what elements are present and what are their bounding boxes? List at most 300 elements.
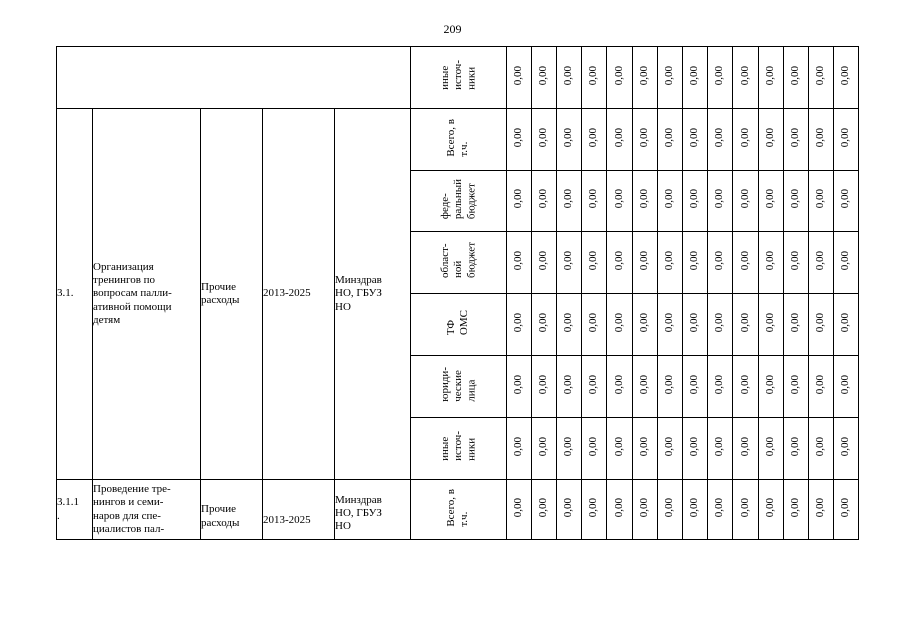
value-text: 0,00 (612, 127, 625, 148)
value-cell (507, 109, 532, 171)
value-cell (582, 109, 607, 171)
value-text: 0,00 (512, 65, 525, 86)
value-text: 0,00 (562, 65, 575, 86)
funding-source-line: лица (465, 379, 478, 402)
value-cell (633, 47, 658, 109)
value-text: 0,00 (512, 436, 525, 457)
value-cell (532, 232, 557, 294)
value-text: 0,00 (738, 65, 751, 86)
value-text: 0,00 (562, 436, 575, 457)
value-cell (507, 480, 532, 540)
value-cell (607, 294, 633, 356)
value-text: 0,00 (512, 497, 525, 518)
value-text: 0,00 (738, 374, 751, 395)
executor-line: НО (335, 300, 351, 313)
funding-source-line: ческие (451, 370, 464, 402)
value-cell (607, 356, 633, 418)
funding-source (411, 109, 507, 171)
value-cell (683, 171, 708, 232)
funding-source-line: бюджет (465, 182, 478, 219)
item-name-line: ативной помощи (93, 300, 172, 313)
value-cell (683, 294, 708, 356)
value-cell (784, 171, 809, 232)
value-cell (582, 47, 607, 109)
value-text: 0,00 (789, 189, 802, 209)
value-text: 0,00 (663, 436, 676, 457)
value-text: 0,00 (688, 436, 701, 457)
value-cell (733, 109, 759, 171)
value-text: 0,00 (738, 189, 751, 209)
value-cell (759, 356, 784, 418)
value-cell (683, 418, 708, 480)
value-text: 0,00 (587, 127, 600, 148)
value-cell (532, 109, 557, 171)
value-cell (809, 294, 834, 356)
value-cell (532, 171, 557, 232)
funding-source-line: Всего, в (445, 118, 458, 157)
value-text: 0,00 (738, 497, 751, 518)
value-cell (507, 47, 532, 109)
value-text: 0,00 (537, 436, 550, 457)
value-text: 0,00 (663, 250, 676, 271)
value-cell (507, 232, 532, 294)
funding-source-line: ники (465, 67, 478, 91)
value-cell (809, 47, 834, 109)
value-text: 0,00 (738, 436, 751, 457)
value-cell (633, 171, 658, 232)
period: 2013-2025 (263, 480, 335, 540)
value-cell (759, 232, 784, 294)
value-text: 0,00 (587, 497, 600, 518)
value-text: 0,00 (738, 250, 751, 271)
value-cell (708, 171, 733, 232)
value-text: 0,00 (587, 250, 600, 271)
funding-source-label (445, 489, 471, 527)
executor-line: НО, ГБУЗ (335, 287, 382, 300)
value-cell (683, 480, 708, 540)
executor-line: НО (335, 520, 351, 533)
item-name-lines (93, 483, 200, 536)
value-cell (759, 294, 784, 356)
value-cell (607, 47, 633, 109)
value-cell (633, 294, 658, 356)
value-cell (658, 294, 683, 356)
value-text: 0,00 (562, 189, 575, 209)
value-text: 0,00 (512, 374, 525, 395)
value-cell (557, 109, 582, 171)
item-name-line: наров для спе- (93, 509, 161, 522)
item-code: 3.1. (57, 109, 93, 480)
value-text: 0,00 (512, 189, 525, 209)
value-cell (658, 480, 683, 540)
executor (335, 480, 411, 540)
value-text: 0,00 (764, 497, 777, 518)
funding-source-label (439, 179, 479, 219)
funding-source-line: т.ч. (458, 511, 471, 527)
executor (335, 109, 411, 480)
funding-source-line: т.ч. (458, 141, 471, 157)
expense-type-line: Прочие (201, 280, 236, 293)
value-text: 0,00 (512, 250, 525, 271)
item-name-line: циалистов пал- (93, 522, 165, 535)
value-cell (784, 294, 809, 356)
funding-source-line: Всего, в (445, 488, 458, 527)
value-cell (733, 356, 759, 418)
funding-source-line: иные (438, 437, 451, 462)
funding-source (411, 171, 507, 232)
value-text: 0,00 (713, 250, 726, 271)
executor-line: Минздрав (335, 274, 382, 287)
value-text: 0,00 (814, 374, 827, 395)
value-text: 0,00 (764, 65, 777, 86)
value-text: 0,00 (612, 65, 625, 86)
funding-source-label (445, 310, 471, 335)
value-text: 0,00 (638, 250, 651, 271)
value-cell (507, 171, 532, 232)
funding-source (411, 356, 507, 418)
item-name-lines (93, 261, 200, 327)
funding-source-line: ОМС (458, 309, 471, 335)
value-cell (733, 232, 759, 294)
value-cell (708, 480, 733, 540)
value-text: 0,00 (562, 127, 575, 148)
value-cell (532, 294, 557, 356)
value-cell (607, 171, 633, 232)
value-cell (582, 356, 607, 418)
value-text: 0,00 (562, 374, 575, 395)
value-cell (532, 356, 557, 418)
item-name-line: Проведение тре- (93, 483, 171, 496)
value-cell (582, 480, 607, 540)
item-code: 3.1.1 . (57, 480, 93, 540)
item-name-line: тренингов по (93, 274, 156, 287)
value-cell (683, 47, 708, 109)
value-cell (557, 294, 582, 356)
expense-type-line: расходы (201, 516, 240, 529)
value-cell (557, 480, 582, 540)
value-text: 0,00 (537, 374, 550, 395)
value-cell (834, 294, 859, 356)
value-text: 0,00 (764, 374, 777, 395)
funding-source-label (445, 119, 471, 157)
value-text: 0,00 (688, 374, 701, 395)
value-cell (733, 480, 759, 540)
value-cell (708, 47, 733, 109)
expense-type-lines (201, 503, 262, 529)
item-name-line: Организация (93, 261, 154, 274)
value-text: 0,00 (562, 250, 575, 271)
value-cell (784, 418, 809, 480)
value-cell (809, 109, 834, 171)
value-cell (834, 109, 859, 171)
value-cell (557, 47, 582, 109)
value-text: 0,00 (789, 374, 802, 395)
funding-source-line: юриди- (438, 367, 451, 402)
value-cell (607, 418, 633, 480)
value-cell (633, 480, 658, 540)
funding-source-label (439, 431, 479, 461)
value-text: 0,00 (512, 312, 525, 333)
value-text: 0,00 (713, 374, 726, 395)
value-cell (834, 480, 859, 540)
expense-type (201, 480, 263, 540)
value-text: 0,00 (638, 312, 651, 333)
value-cell (658, 109, 683, 171)
value-text: 0,00 (789, 250, 802, 271)
funding-source (411, 480, 507, 540)
value-text: 0,00 (688, 312, 701, 333)
funding-source-line: источ- (451, 431, 464, 462)
funding-source-line: бюджет (465, 242, 478, 279)
value-text: 0,00 (764, 250, 777, 271)
value-text: 0,00 (839, 374, 852, 395)
value-cell (633, 109, 658, 171)
item-name-line: вопросам палли- (93, 287, 172, 300)
value-cell (507, 356, 532, 418)
value-cell (658, 418, 683, 480)
value-cell (708, 356, 733, 418)
value-text: 0,00 (688, 127, 701, 148)
value-cell (582, 232, 607, 294)
value-cell (834, 171, 859, 232)
funding-source-label (439, 60, 479, 90)
value-text: 0,00 (814, 127, 827, 148)
empty-header-cell (57, 47, 411, 109)
value-text: 0,00 (713, 436, 726, 457)
value-cell (557, 356, 582, 418)
value-cell (834, 356, 859, 418)
executor-lines (335, 274, 410, 314)
value-text: 0,00 (663, 312, 676, 333)
value-cell (582, 418, 607, 480)
expense-type-line: Прочие (201, 503, 236, 516)
funding-source-line: ральный (451, 178, 464, 219)
value-text: 0,00 (612, 312, 625, 333)
value-cell (759, 418, 784, 480)
value-text: 0,00 (638, 436, 651, 457)
funding-source (411, 294, 507, 356)
value-cell (507, 418, 532, 480)
value-cell (582, 294, 607, 356)
funding-source-line: ники (465, 438, 478, 462)
value-cell (733, 47, 759, 109)
budget-table (56, 46, 859, 540)
value-text: 0,00 (537, 497, 550, 518)
value-cell (557, 418, 582, 480)
value-cell (507, 294, 532, 356)
value-cell (759, 480, 784, 540)
executor-line: Минздрав (335, 493, 382, 506)
value-text: 0,00 (814, 436, 827, 457)
funding-source-line: иные (438, 66, 451, 91)
value-text: 0,00 (512, 127, 525, 148)
value-text: 0,00 (764, 127, 777, 148)
funding-source (411, 232, 507, 294)
value-cell (759, 47, 784, 109)
value-text: 0,00 (738, 127, 751, 148)
table-row (57, 109, 859, 171)
value-text: 0,00 (587, 65, 600, 86)
value-cell (834, 418, 859, 480)
value-text: 0,00 (663, 65, 676, 86)
value-text: 0,00 (638, 497, 651, 518)
value-text: 0,00 (537, 189, 550, 209)
value-text: 0,00 (764, 189, 777, 209)
value-text: 0,00 (814, 250, 827, 271)
value-cell (658, 171, 683, 232)
value-text: 0,00 (789, 65, 802, 86)
value-text: 0,00 (663, 497, 676, 518)
value-text: 0,00 (537, 312, 550, 333)
funding-source-line: област- (438, 243, 451, 279)
value-text: 0,00 (688, 497, 701, 518)
value-text: 0,00 (764, 436, 777, 457)
value-text: 0,00 (587, 374, 600, 395)
value-text: 0,00 (814, 65, 827, 86)
value-cell (633, 418, 658, 480)
value-text: 0,00 (713, 497, 726, 518)
value-cell (733, 294, 759, 356)
value-cell (532, 47, 557, 109)
value-text: 0,00 (663, 127, 676, 148)
value-cell (557, 171, 582, 232)
value-text: 0,00 (587, 312, 600, 333)
value-cell (809, 356, 834, 418)
value-cell (557, 232, 582, 294)
value-text: 0,00 (688, 189, 701, 209)
value-text: 0,00 (814, 312, 827, 333)
value-text: 0,00 (537, 65, 550, 86)
value-text: 0,00 (839, 497, 852, 518)
table-row (57, 480, 859, 540)
value-cell (658, 356, 683, 418)
value-text: 0,00 (814, 189, 827, 209)
value-text: 0,00 (612, 189, 625, 209)
value-text: 0,00 (638, 374, 651, 395)
value-text: 0,00 (713, 312, 726, 333)
value-text: 0,00 (688, 65, 701, 86)
funding-source-line: феде- (438, 192, 451, 219)
value-cell (683, 356, 708, 418)
value-cell (532, 480, 557, 540)
value-text: 0,00 (562, 497, 575, 518)
value-text: 0,00 (663, 374, 676, 395)
value-text: 0,00 (839, 436, 852, 457)
value-text: 0,00 (638, 127, 651, 148)
value-cell (784, 480, 809, 540)
value-text: 0,00 (612, 436, 625, 457)
value-cell (658, 232, 683, 294)
value-cell (607, 232, 633, 294)
value-text: 0,00 (537, 127, 550, 148)
item-name-line: нингов и семи- (93, 496, 164, 509)
value-text: 0,00 (738, 312, 751, 333)
value-cell (683, 109, 708, 171)
value-text: 0,00 (789, 312, 802, 333)
value-cell (834, 232, 859, 294)
value-text: 0,00 (789, 497, 802, 518)
value-text: 0,00 (537, 250, 550, 271)
table-body (57, 47, 859, 540)
item-name (93, 480, 201, 540)
item-name (93, 109, 201, 480)
expense-type-lines (201, 281, 262, 307)
value-cell (683, 232, 708, 294)
value-cell (733, 171, 759, 232)
value-cell (708, 232, 733, 294)
value-cell (733, 418, 759, 480)
value-text: 0,00 (612, 250, 625, 271)
executor-line: НО, ГБУЗ (335, 506, 382, 519)
value-cell (784, 109, 809, 171)
value-cell (809, 171, 834, 232)
value-cell (708, 418, 733, 480)
page-number: 209 (443, 22, 462, 36)
value-text: 0,00 (839, 127, 852, 148)
value-text: 0,00 (789, 127, 802, 148)
value-text: 0,00 (587, 436, 600, 457)
expense-type-line: расходы (201, 294, 240, 306)
funding-source-line: ТФ (445, 319, 458, 335)
value-cell (784, 232, 809, 294)
value-text: 0,00 (814, 497, 827, 518)
value-cell (633, 232, 658, 294)
value-text: 0,00 (587, 189, 600, 209)
value-text: 0,00 (789, 436, 802, 457)
value-cell (784, 356, 809, 418)
funding-source (411, 418, 507, 480)
value-cell (809, 418, 834, 480)
funding-source (411, 47, 507, 109)
period: 2013-2025 (263, 109, 335, 480)
value-text: 0,00 (638, 65, 651, 86)
value-cell (708, 294, 733, 356)
value-text: 0,00 (839, 65, 852, 86)
value-text: 0,00 (688, 250, 701, 271)
value-cell (784, 47, 809, 109)
value-text: 0,00 (839, 250, 852, 271)
value-cell (633, 356, 658, 418)
value-cell (658, 47, 683, 109)
value-cell (532, 418, 557, 480)
funding-source-line: источ- (451, 60, 464, 91)
value-text: 0,00 (764, 312, 777, 333)
value-cell (582, 171, 607, 232)
value-cell (834, 47, 859, 109)
executor-lines (335, 494, 410, 534)
value-text: 0,00 (612, 497, 625, 518)
value-cell (607, 109, 633, 171)
expense-type (201, 109, 263, 480)
value-cell (809, 232, 834, 294)
value-text: 0,00 (663, 189, 676, 209)
value-cell (759, 171, 784, 232)
value-cell (607, 480, 633, 540)
value-cell (708, 109, 733, 171)
value-text: 0,00 (562, 312, 575, 333)
funding-source-label (439, 367, 479, 402)
value-text: 0,00 (638, 189, 651, 209)
value-text: 0,00 (612, 374, 625, 395)
value-cell (809, 480, 834, 540)
value-text: 0,00 (839, 189, 852, 209)
funding-source-label (439, 242, 479, 278)
value-text: 0,00 (713, 189, 726, 209)
value-text: 0,00 (839, 312, 852, 333)
item-name-line: детям (93, 313, 121, 326)
value-cell (759, 109, 784, 171)
value-text: 0,00 (713, 65, 726, 86)
